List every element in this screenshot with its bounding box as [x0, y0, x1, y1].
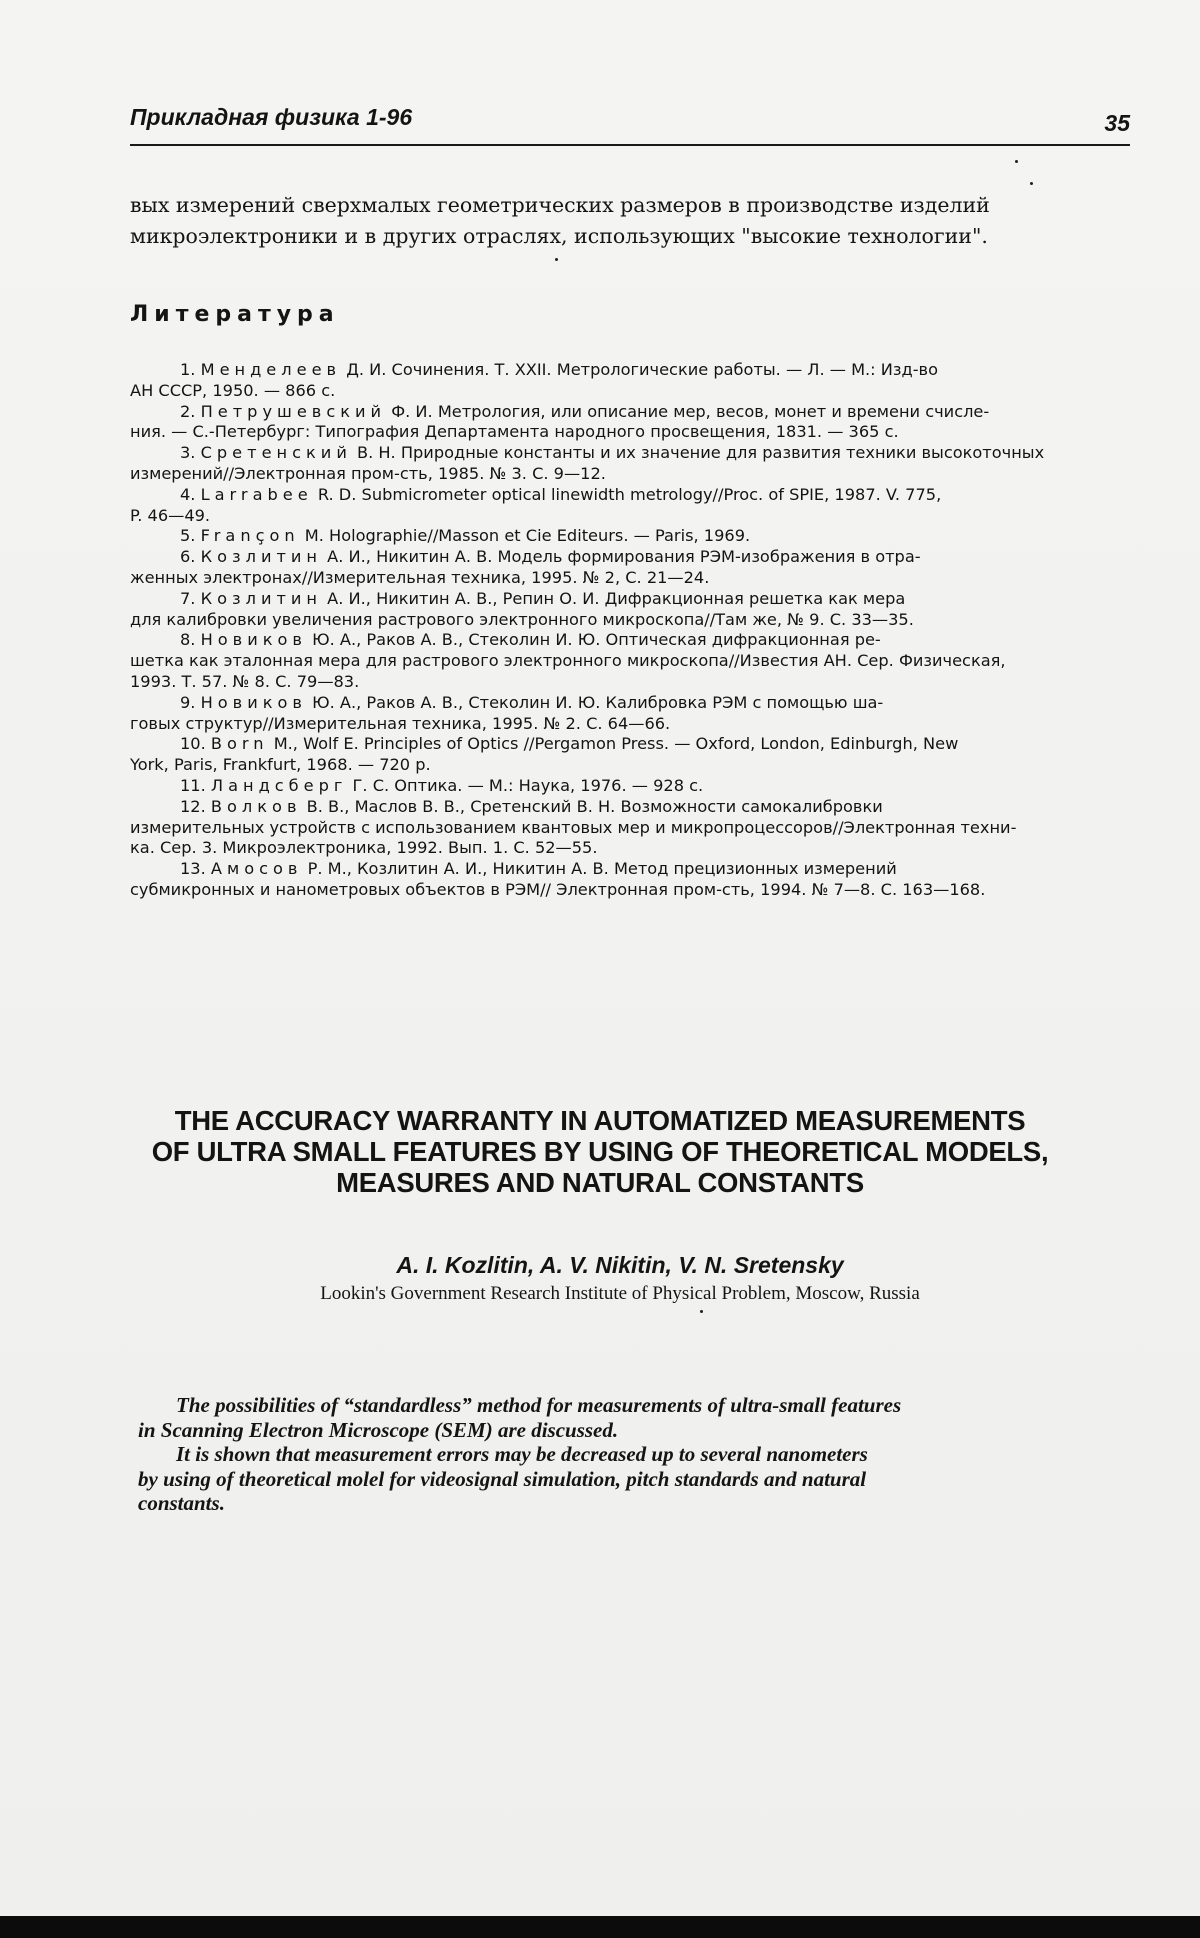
reference-continuation: для калибровки увеличения растрового электронного микроскопа//Там же, № 9. С. 33—35. — [130, 609, 914, 629]
reference-first-line — [130, 360, 1140, 381]
abstract-line: constants. — [138, 1491, 225, 1515]
reference-text: R. D. Submicrometer optical linewidth metrology//Proc. of SPIE, 1987. V. 775, — [312, 484, 942, 504]
reference-author: Новиков — [200, 630, 307, 650]
reference-item — [130, 526, 1140, 547]
reference-item — [130, 693, 1140, 735]
reference-number: 4. — [180, 484, 196, 504]
scan-speck — [1015, 160, 1018, 163]
reference-item — [130, 402, 1140, 444]
intro-paragraph — [130, 190, 1130, 252]
reference-number: 9. — [180, 692, 196, 712]
reference-text: В. Н. Природные константы и их значение для развития техники высокоточных — [351, 443, 1045, 463]
reference-continuation: говых структур//Измерительная техника, 1995. № 2. С. 64—66. — [130, 713, 671, 733]
reference-author: Петрушевский — [200, 401, 387, 421]
abstract — [138, 1393, 1148, 1516]
authors-line: A. I. Kozlitin, A. V. Nikitin, V. N. Sretensky — [396, 1252, 844, 1278]
reference-text: M., Wolf E. Principles of Optics //Pergamon Press. — Oxford, London, Edinburgh, New — [268, 734, 959, 754]
reference-continuation: ка. Сер. 3. Микроэлектроника, 1992. Вып. 1. С. 52—55. — [130, 838, 598, 858]
reference-author: Born — [210, 734, 269, 754]
literature-heading: Литература — [130, 302, 340, 327]
reference-item — [130, 443, 1140, 485]
reference-text: А. И., Никитин А. В., Репин О. И. Дифракционная решетка как мера — [322, 588, 906, 608]
reference-first-line — [130, 734, 1140, 755]
scan-bottom-edge — [0, 1916, 1200, 1938]
reference-number: 12. — [180, 796, 206, 816]
reference-item — [130, 589, 1140, 631]
reference-text: Р. М., Козлитин А. И., Никитин А. В. Метод прецизионных измерений — [302, 859, 897, 879]
reference-list — [130, 360, 1140, 901]
abstract-line: in Scanning Electron Microscope (SEM) are discussed. — [138, 1417, 619, 1442]
reference-number: 13. — [180, 859, 206, 879]
reference-number: 5. — [180, 526, 196, 546]
reference-author: Françon — [200, 526, 300, 546]
reference-continuation: York, Paris, Frankfurt, 1968. — 720 p. — [130, 755, 431, 775]
reference-number: 3. — [180, 443, 196, 463]
reference-text: Ф. И. Метрология, или описание мер, весов, монет и времени счисле- — [386, 401, 990, 421]
reference-continuation: шетка как эталонная мера для растрового электронного микроскопа//Известия АН. Сер. Физическая, — [130, 651, 1006, 671]
reference-author: Сретенский — [200, 443, 352, 463]
reference-text: В. В., Маслов В. В., Сретенский В. Н. Возможности самокалибровки — [301, 796, 883, 816]
reference-text: Д. И. Сочинения. Т. XXII. Метрологические работы. — Л. — М.: Изд-во — [341, 360, 938, 379]
reference-first-line — [130, 526, 1140, 547]
reference-text: А. И., Никитин А. В. Модель формирования РЭМ-изображения в отра- — [322, 547, 921, 567]
reference-text: Ю. А., Раков А. В., Стеколин И. Ю. Оптическая дифракционная ре- — [306, 630, 881, 650]
reference-text: Г. С. Оптика. — М.: Наука, 1976. — 928 с. — [347, 775, 704, 795]
page-number: 35 — [1104, 110, 1130, 136]
reference-continuation: измерительных устройств с использованием квантовых мер и микропроцессоров//Электронная техни- — [130, 817, 1017, 837]
title-line: MEASURES AND NATURAL CONSTANTS — [336, 1167, 864, 1198]
reference-author: Козлитин — [200, 547, 323, 567]
reference-number: 1. — [180, 360, 196, 379]
reference-author: Larrabee — [200, 484, 313, 504]
intro-line: микроэлектроники и в других отраслях, использующих "высокие технологии". — [130, 224, 988, 248]
reference-item — [130, 797, 1140, 859]
scan-speck — [555, 258, 558, 261]
reference-item — [130, 630, 1140, 692]
journal-title: Прикладная физика 1-96 — [130, 104, 413, 130]
reference-first-line — [130, 859, 1140, 880]
reference-continuation: P. 46—49. — [130, 505, 211, 525]
title-line: OF ULTRA SMALL FEATURES BY USING OF THEORETICAL MODELS, — [151, 1136, 1049, 1167]
reference-number: 11. — [180, 775, 206, 795]
reference-item — [130, 859, 1140, 901]
reference-number: 6. — [180, 547, 196, 567]
reference-number: 7. — [180, 588, 196, 608]
reference-author: Амосов — [210, 859, 303, 879]
reference-author: Волков — [210, 796, 302, 816]
title-line: THE ACCURACY WARRANTY IN AUTOMATIZED MEASUREMENTS — [174, 1105, 1026, 1136]
reference-author: Козлитин — [200, 588, 323, 608]
reference-first-line — [130, 547, 1140, 568]
reference-continuation: измерений//Электронная пром-сть, 1985. № 3. С. 9—12. — [130, 463, 606, 483]
reference-continuation: женных электронах//Измерительная техника, 1995. № 2, С. 21—24. — [130, 567, 710, 587]
reference-text: M. Holographie//Masson et Cie Editeurs. — Paris, 1969. — [299, 526, 751, 546]
reference-text: Ю. А., Раков А. В., Стеколин И. Ю. Калибровка РЭМ с помощью ша- — [306, 692, 884, 712]
reference-first-line — [130, 443, 1140, 464]
intro-line: вых измерений сверхмалых геометрических размеров в производстве изделий — [130, 193, 990, 217]
reference-author: Новиков — [200, 692, 307, 712]
reference-continuation: 1993. Т. 57. № 8. С. 79—83. — [130, 671, 360, 691]
reference-first-line — [130, 485, 1140, 506]
reference-continuation: субмикронных и нанометровых объектов в РЭМ// Электронная пром-сть, 1994. № 7—8. С. 163—168. — [130, 879, 986, 899]
scan-speck — [700, 1310, 703, 1313]
abstract-line: It is shown that measurement errors may be decreased up to several nanometers — [176, 1442, 868, 1466]
reference-author: Ландсберг — [210, 775, 348, 795]
reference-first-line — [130, 797, 1140, 818]
reference-number: 2. — [180, 401, 196, 421]
reference-item — [130, 776, 1140, 797]
reference-item — [130, 360, 1140, 402]
abstract-line: by using of theoretical molel for videosignal simulation, pitch standards and natural — [138, 1466, 867, 1491]
reference-first-line — [130, 589, 1140, 610]
reference-first-line — [130, 693, 1140, 714]
scan-speck — [1030, 182, 1033, 185]
reference-number: 8. — [180, 630, 196, 650]
reference-first-line — [130, 776, 1140, 797]
abstract-line: The possibilities of “standardless” method for measurements of ultra-small features — [176, 1393, 902, 1417]
reference-continuation: ния. — С.-Петербург: Типография Департамента народного просвещения, 1831. — 365 с. — [130, 422, 899, 442]
reference-continuation: АН СССР, 1950. — 866 с. — [130, 380, 336, 400]
reference-first-line — [130, 402, 1140, 423]
reference-number: 10. — [180, 734, 206, 754]
affiliation-line: Lookin's Government Research Institute of Physical Problem, Moscow, Russia — [320, 1283, 920, 1304]
reference-author: Менделеев — [200, 360, 342, 379]
reference-item — [130, 485, 1140, 527]
reference-item — [130, 734, 1140, 776]
reference-item — [130, 547, 1140, 589]
reference-first-line — [130, 630, 1140, 651]
article-title — [120, 1105, 1080, 1198]
running-header — [130, 104, 1130, 146]
